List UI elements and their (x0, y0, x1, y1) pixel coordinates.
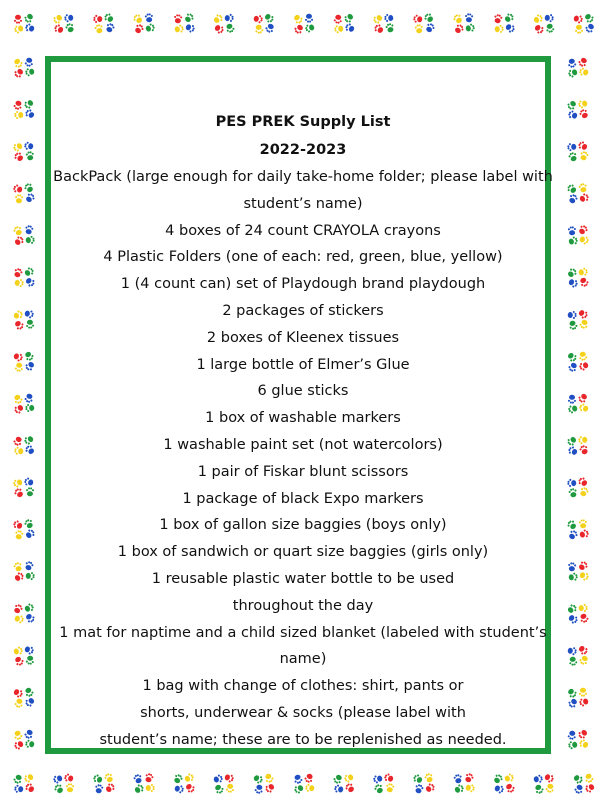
paw-print-icon (414, 783, 424, 794)
paw-print-icon (385, 23, 395, 34)
paw-print-icon (264, 772, 275, 783)
paw-print-icon (572, 773, 584, 785)
paw-print-icon (174, 784, 184, 794)
paw-print-icon (567, 445, 579, 456)
paw-print-icon (533, 774, 543, 783)
paw-print-icon (224, 773, 235, 784)
paw-print-icon (504, 773, 515, 783)
paw-print-icon (494, 784, 505, 794)
list-item: 2 boxes of Kleenex tissues (206, 329, 400, 346)
paw-print-icon (12, 141, 24, 152)
paw-print-icon (263, 12, 275, 24)
paw-print-icon (343, 12, 355, 24)
paw-print-icon (504, 782, 516, 794)
paw-print-icon (13, 561, 23, 572)
paw-print-icon (579, 67, 590, 77)
paw-print-icon (12, 225, 23, 236)
paw-print-icon (568, 236, 579, 246)
paw-print-icon (566, 351, 578, 363)
paw-print-icon (53, 23, 65, 34)
paw-print-icon (567, 361, 578, 373)
paw-print-icon (579, 688, 587, 697)
paw-print-icon (578, 361, 589, 372)
paw-print-icon (26, 487, 34, 496)
paw-print-icon (24, 23, 35, 34)
paw-print-icon (566, 603, 578, 615)
paw-print-icon (293, 783, 305, 794)
paw-print-icon (13, 394, 24, 405)
paw-print-icon (583, 12, 595, 24)
paw-print-icon (566, 687, 578, 699)
paw-print-icon (103, 12, 115, 24)
paw-print-icon (92, 773, 103, 784)
paw-print-icon (575, 25, 583, 34)
paw-print-icon (493, 14, 503, 24)
paw-print-icon (13, 352, 24, 363)
paw-print-icon (212, 13, 224, 25)
list-item: 1 pair of Fiskar blunt scissors (197, 463, 409, 480)
paw-print-icon (343, 773, 354, 784)
paw-print-icon (424, 782, 436, 794)
paw-print-icon (545, 23, 555, 33)
paw-print-icon (568, 395, 576, 404)
paw-print-icon (577, 644, 589, 656)
paw-print-icon (578, 267, 588, 276)
paw-print-icon (24, 225, 34, 235)
paw-print-icon (332, 773, 343, 785)
paw-print-icon (133, 773, 143, 784)
paw-print-icon (579, 486, 590, 497)
paw-print-icon (567, 68, 578, 79)
paw-print-icon (568, 311, 577, 319)
paw-print-icon (24, 108, 36, 120)
paw-print-icon (566, 267, 578, 279)
paw-print-icon (543, 772, 555, 783)
paw-print-icon (566, 435, 578, 447)
paw-print-icon (577, 56, 588, 68)
paw-print-icon (14, 614, 24, 624)
paw-print-icon (213, 23, 225, 35)
paw-print-icon (415, 24, 424, 34)
paw-print-icon (584, 773, 594, 784)
paw-print-icon (226, 783, 235, 792)
list-item: name) (279, 651, 327, 668)
paw-print-icon (465, 13, 474, 22)
paw-print-icon (14, 279, 23, 288)
paw-print-icon (23, 434, 35, 445)
paw-print-icon (12, 309, 23, 320)
paw-print-icon (13, 24, 24, 34)
paw-print-icon (12, 519, 23, 530)
paw-print-icon (13, 646, 24, 656)
paw-print-icon (145, 13, 154, 23)
paw-print-icon (568, 488, 578, 498)
paw-print-icon (25, 739, 35, 748)
paw-print-icon (567, 58, 576, 68)
list-item: 4 boxes of 24 count CRAYOLA crayons (165, 222, 441, 239)
paw-print-icon (533, 23, 545, 35)
paw-print-icon (568, 404, 579, 414)
paw-print-icon (12, 774, 23, 785)
paw-print-icon (24, 192, 36, 204)
paw-print-icon (13, 151, 25, 163)
paw-print-icon (133, 783, 145, 795)
list-item: 1 package of black Expo markers (182, 490, 424, 507)
paw-print-icon (94, 24, 104, 35)
paw-print-icon (344, 22, 356, 33)
paw-print-icon (578, 403, 589, 414)
paw-print-icon (52, 774, 63, 785)
paw-print-icon (64, 13, 74, 22)
paw-print-icon (293, 23, 305, 35)
paw-print-icon (24, 444, 36, 456)
paw-print-icon (24, 57, 33, 67)
paw-print-icon (24, 309, 34, 319)
paw-print-icon (14, 15, 22, 24)
paw-print-icon (578, 571, 589, 582)
paw-print-icon (568, 740, 578, 749)
paw-print-icon (24, 528, 36, 540)
paw-print-icon (53, 783, 65, 795)
paw-print-icon (12, 435, 23, 446)
paw-print-icon (578, 654, 589, 666)
paw-print-icon (15, 194, 23, 203)
paw-print-icon (23, 729, 34, 740)
paw-print-icon (383, 772, 394, 783)
paw-print-icon (24, 560, 34, 571)
paw-print-icon (25, 151, 34, 161)
paw-print-icon (14, 698, 24, 709)
paw-print-icon (23, 98, 35, 110)
paw-print-icon (579, 604, 588, 612)
list-item: 1 (4 count can) set of Playdough brand playdough (120, 276, 486, 293)
paw-print-icon (254, 784, 264, 794)
paw-print-icon (12, 687, 24, 698)
paw-print-icon (577, 140, 589, 152)
paw-print-icon (254, 24, 263, 34)
paw-print-icon (225, 23, 235, 34)
paw-print-icon (12, 184, 23, 194)
paw-print-icon (15, 362, 24, 372)
paw-print-icon (184, 23, 195, 34)
paw-print-icon (503, 12, 515, 24)
paw-print-icon (13, 100, 23, 111)
paw-print-icon (534, 783, 545, 794)
paw-print-icon (225, 14, 234, 23)
paw-print-icon (494, 25, 503, 34)
paw-print-icon (23, 602, 34, 613)
list-item: BackPack (large enough for daily take-home folder; please label with (53, 169, 553, 185)
paw-print-icon (532, 13, 544, 25)
paw-print-icon (566, 99, 578, 111)
list-item: throughout the day (232, 597, 374, 614)
paw-print-icon (577, 728, 589, 740)
paw-print-icon (568, 320, 578, 331)
paw-print-icon (567, 613, 579, 625)
paw-print-icon (568, 572, 578, 582)
paw-print-icon (453, 774, 463, 784)
paw-print-icon (24, 696, 36, 708)
paw-print-icon (13, 487, 25, 499)
paw-print-icon (465, 23, 475, 33)
paw-print-icon (385, 783, 394, 793)
paw-print-icon (213, 783, 225, 795)
paw-print-icon (573, 14, 584, 24)
paw-print-icon (24, 360, 36, 372)
paw-print-icon (103, 772, 114, 784)
list-item: student’s name) (243, 195, 363, 212)
paw-print-icon (25, 67, 35, 76)
paw-print-icon (579, 150, 589, 161)
paw-print-icon (13, 739, 25, 750)
paw-print-icon (14, 530, 23, 540)
paw-print-icon (413, 14, 423, 23)
paw-print-icon (23, 772, 35, 783)
paw-print-icon (579, 319, 590, 330)
paw-print-icon (13, 655, 25, 667)
list-item: shorts, underwear & socks (please label with (140, 704, 466, 721)
paw-print-icon (14, 111, 23, 119)
paw-print-icon (545, 783, 555, 793)
paw-print-icon (567, 646, 577, 655)
paw-print-icon (452, 13, 464, 25)
paw-print-icon (579, 276, 590, 287)
paw-print-icon (145, 23, 156, 34)
paw-print-icon (293, 774, 303, 785)
paw-print-icon (578, 183, 588, 193)
paw-print-icon (23, 477, 34, 487)
paw-print-icon (24, 141, 34, 150)
paw-print-icon (333, 14, 342, 24)
paw-print-icon (568, 226, 577, 235)
list-item: 1 large bottle of Elmer’s Glue (196, 356, 410, 373)
paw-print-icon (23, 350, 34, 362)
paw-print-icon (172, 773, 183, 785)
paw-print-icon (373, 23, 385, 35)
paw-print-icon (63, 773, 74, 783)
paw-print-icon (23, 12, 35, 24)
paw-print-icon (12, 603, 23, 615)
paw-print-icon (26, 655, 35, 665)
paw-print-icon (24, 645, 35, 656)
paw-print-icon (132, 13, 144, 25)
paw-print-icon (424, 772, 435, 783)
paw-print-icon (579, 444, 590, 455)
paw-print-icon (578, 192, 590, 203)
paw-print-icon (567, 143, 577, 152)
document-title: PES PREK Supply List (215, 114, 391, 130)
paw-print-icon (453, 783, 465, 794)
paw-print-icon (174, 14, 183, 23)
list-item: 4 Plastic Folders (one of each: red, green, blue, yellow) (103, 249, 503, 266)
paw-print-icon (584, 22, 596, 34)
paw-print-icon (574, 784, 585, 795)
list-item: 1 box of sandwich or quart size baggies (girls only) (117, 544, 489, 561)
paw-print-icon (453, 23, 465, 35)
paw-print-icon (253, 15, 263, 24)
paw-print-icon (464, 772, 475, 783)
paw-print-icon (584, 782, 596, 794)
paw-print-icon (567, 479, 576, 488)
paw-print-icon (292, 13, 304, 25)
paw-print-icon (64, 22, 75, 33)
paw-print-icon (13, 267, 24, 278)
paw-print-icon (568, 193, 579, 204)
paw-print-icon (567, 109, 578, 120)
list-item: 6 glue sticks (257, 383, 349, 400)
paw-print-icon (26, 320, 35, 329)
paw-print-icon (372, 13, 384, 25)
paw-print-icon (334, 784, 345, 794)
paw-print-icon (12, 478, 23, 489)
paw-print-icon (492, 773, 504, 785)
paw-print-icon (13, 67, 25, 79)
paw-print-icon (24, 782, 36, 794)
paw-print-icon (577, 476, 589, 488)
paw-print-icon (24, 612, 36, 624)
paw-print-icon (578, 108, 589, 120)
supply-list-content (48, 108, 558, 754)
list-item: 1 box of gallon size baggies (boys only) (159, 517, 447, 534)
paw-print-icon (579, 529, 590, 540)
list-item: student’s name; these are to be replenished as needed. (99, 731, 507, 748)
paw-print-icon (23, 182, 35, 194)
paw-print-icon (146, 784, 155, 792)
paw-print-icon (568, 656, 577, 666)
paw-print-icon (567, 529, 579, 541)
paw-print-icon (264, 782, 276, 794)
paw-print-icon (25, 404, 34, 412)
paw-print-icon (567, 697, 579, 709)
paw-print-icon (13, 235, 25, 247)
paw-print-icon (577, 560, 589, 572)
paw-print-icon (93, 15, 102, 23)
paw-print-icon (24, 687, 35, 698)
school-year: 2022-2023 (259, 142, 347, 158)
paw-print-icon (567, 277, 579, 288)
paw-print-icon (144, 772, 154, 783)
paw-print-icon (24, 276, 36, 288)
paw-print-icon (579, 519, 588, 528)
paw-print-icon (577, 308, 589, 320)
paw-print-icon (568, 562, 577, 572)
paw-print-icon (13, 571, 25, 583)
paw-print-icon (578, 351, 587, 361)
list-item: 1 washable paint set (not watercolors) (163, 436, 443, 453)
paw-print-icon (305, 784, 315, 793)
paw-print-icon (344, 782, 356, 794)
paw-print-icon (13, 319, 25, 331)
paw-print-icon (66, 783, 74, 792)
list-item: 1 reusable plastic water bottle to be used (151, 570, 455, 587)
paw-print-icon (578, 697, 589, 707)
paw-print-icon (183, 12, 195, 24)
paw-print-icon (578, 738, 590, 749)
paw-print-icon (578, 99, 589, 109)
paw-print-icon (25, 236, 35, 245)
paw-print-icon (579, 613, 589, 624)
paw-print-icon (504, 22, 516, 34)
list-item: 1 bag with change of clothes: shirt, pants or (142, 678, 464, 695)
paw-print-icon (23, 266, 35, 278)
paw-print-icon (578, 436, 588, 445)
paw-print-icon (24, 393, 34, 404)
paw-print-icon (566, 183, 578, 195)
list-item: 1 mat for naptime and a child sized blanket (labeled with student’s (59, 624, 547, 641)
paw-print-icon (133, 23, 145, 35)
paw-print-icon (13, 730, 23, 741)
paw-print-icon (577, 224, 589, 236)
paw-print-icon (544, 14, 554, 23)
paw-print-icon (105, 22, 116, 33)
paw-print-icon (384, 14, 393, 22)
paw-print-icon (174, 24, 184, 34)
paw-print-icon (213, 774, 224, 784)
paw-print-icon (23, 518, 34, 530)
paw-print-icon (304, 773, 315, 784)
paw-print-icon (334, 24, 344, 33)
paw-print-icon (12, 57, 23, 69)
paw-print-icon (26, 572, 35, 581)
paw-print-icon (424, 22, 435, 34)
paw-print-icon (252, 773, 264, 784)
paw-print-icon (373, 774, 383, 784)
paw-print-icon (568, 151, 579, 162)
paw-print-icon (183, 772, 194, 783)
paw-print-icon (94, 784, 103, 794)
paw-print-icon (14, 446, 24, 455)
paw-print-icon (567, 730, 576, 740)
paw-print-icon (304, 23, 315, 33)
paw-print-icon (423, 12, 435, 24)
paw-print-icon (579, 235, 590, 245)
paw-print-icon (373, 783, 384, 795)
list-item: 1 box of washable markers (205, 410, 401, 427)
paw-print-icon (566, 519, 578, 531)
paw-print-icon (577, 392, 589, 404)
paw-print-icon (52, 13, 64, 25)
paw-print-icon (264, 22, 275, 34)
paw-print-icon (14, 784, 24, 793)
list-item: 2 packages of stickers (222, 302, 384, 319)
paw-print-icon (412, 773, 424, 785)
paw-print-icon (184, 782, 196, 794)
paw-print-icon (13, 403, 25, 415)
paw-print-icon (465, 783, 475, 792)
paw-print-icon (104, 782, 116, 794)
paw-print-icon (305, 14, 313, 23)
